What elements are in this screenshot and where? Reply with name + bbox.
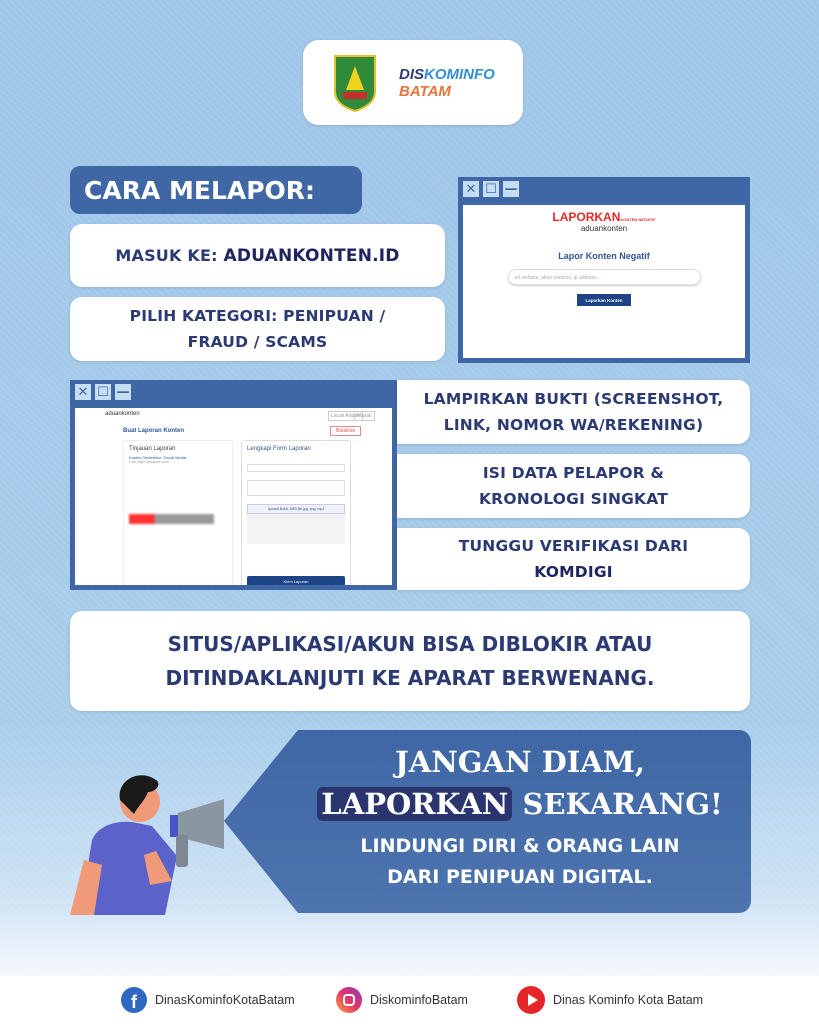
cta-line1: JANGAN DIAM, (394, 745, 645, 779)
footer-facebook[interactable] (121, 987, 295, 1013)
laporkan-konten-button[interactable]: Laporkan Konten (577, 294, 631, 306)
step-2-line1: PILIH KATEGORI: PENIPUAN / (129, 307, 386, 325)
left-sub: Konten Terdeteksi: Social Media (129, 455, 187, 460)
step-2 (70, 297, 445, 361)
step-1 (70, 224, 445, 287)
cta-sub2: DARI PENIPUAN DIGITAL. (387, 866, 653, 888)
minimize-icon: — (504, 181, 518, 197)
step-3-line1: LAMPIRKAN BUKTI (SCREENSHOT, (423, 390, 724, 408)
logo-kominfo: KOMINFO (424, 65, 495, 83)
person-megaphone-illustration (70, 770, 230, 915)
step-5-line2: KOMDIGI (534, 563, 613, 581)
right-title: Lengkapi Form Laporan (247, 446, 311, 452)
left-url: Link: https://youtube.com/ (129, 460, 169, 464)
instagram-icon (336, 987, 362, 1013)
heading-text: CARA MELAPOR: (84, 175, 316, 205)
screenshot-window-2 (70, 380, 397, 590)
page-title: Buat Laporan Konten (123, 428, 184, 434)
logo-card (303, 40, 523, 125)
step-2-line2: FRAUD / SCAMS (187, 333, 328, 351)
result-line1: SITUS/APLIKASI/AKUN BISA DIBLOKIR ATAU (167, 632, 653, 656)
url-input[interactable]: url website, akun medsos, ip address... (508, 269, 701, 285)
lacak-aduan-button[interactable]: Lacak Aduan (328, 411, 363, 421)
left-panel (123, 440, 233, 585)
footer (0, 976, 819, 1024)
facebook-label: DinasKominfoKotaBatam (155, 993, 295, 1007)
step-3 (397, 380, 750, 444)
screenshot-window-1 (458, 177, 750, 363)
result-box (70, 611, 750, 711)
step-3-line2: LINK, NOMOR WA/REKENING) (443, 416, 704, 434)
cta-text (290, 742, 750, 892)
cta-highlight: LAPORKAN (317, 787, 512, 821)
youtube-label: Dinas Kominfo Kota Batam (553, 993, 704, 1007)
step-4-line2: KRONOLOGI SINGKAT (478, 490, 669, 508)
masuk-button[interactable]: Masuk (354, 411, 375, 421)
cta-sub1: LINDUNGI DIRI & ORANG LAIN (360, 835, 680, 857)
left-title: Tinjauan Laporan (129, 446, 176, 452)
step-4 (397, 454, 750, 518)
banner-small: KONTEN NEGATIF (620, 217, 656, 222)
youtube-icon (517, 986, 545, 1014)
step-4-line1: ISI DATA PELAPOR & (482, 464, 665, 482)
maximize-icon: ☐ (483, 181, 499, 197)
laporkan-banner: LAPORKAN (552, 210, 621, 224)
step-5 (397, 528, 750, 590)
close-icon: ✕ (75, 384, 91, 400)
lapor-title: Lapor Konten Negatif (558, 251, 650, 261)
step-1-prefix: MASUK KE: (115, 245, 224, 265)
kirim-laporan-button[interactable]: Kirim Laporan (247, 576, 345, 585)
minimize-icon: — (116, 384, 130, 400)
footer-youtube[interactable] (517, 986, 703, 1014)
step-1-site[interactable]: ADUANKONTEN.ID (223, 245, 400, 266)
batam-emblem-icon (333, 54, 377, 112)
aduankonten-brand: aduankonten (105, 411, 140, 417)
blurred-thumbnail (129, 514, 214, 524)
maximize-icon: ☐ (95, 384, 111, 400)
logo-batam: BATAM (399, 82, 451, 100)
close-icon: ✕ (463, 181, 479, 197)
result-line2: DITINDAKLANJUTI KE APARAT BERWENANG. (165, 666, 655, 690)
instagram-label: DiskominfoBatam (370, 993, 468, 1007)
footer-instagram[interactable] (336, 987, 468, 1013)
right-panel (241, 440, 351, 585)
heading-badge (70, 166, 362, 214)
cta-line2-rest: SEKARANG! (512, 787, 723, 821)
aduankonten-brand: aduankonten (580, 224, 628, 233)
upload-button[interactable]: Upload Bukti, 2MB file jpg, png, mp4 (247, 504, 345, 514)
step-5-line1: TUNGGU VERIFIKASI DARI (458, 537, 689, 555)
facebook-icon: f (121, 987, 147, 1013)
batalkan-button[interactable]: Batalkan (330, 426, 361, 436)
logo-dis: DIS (399, 65, 425, 83)
